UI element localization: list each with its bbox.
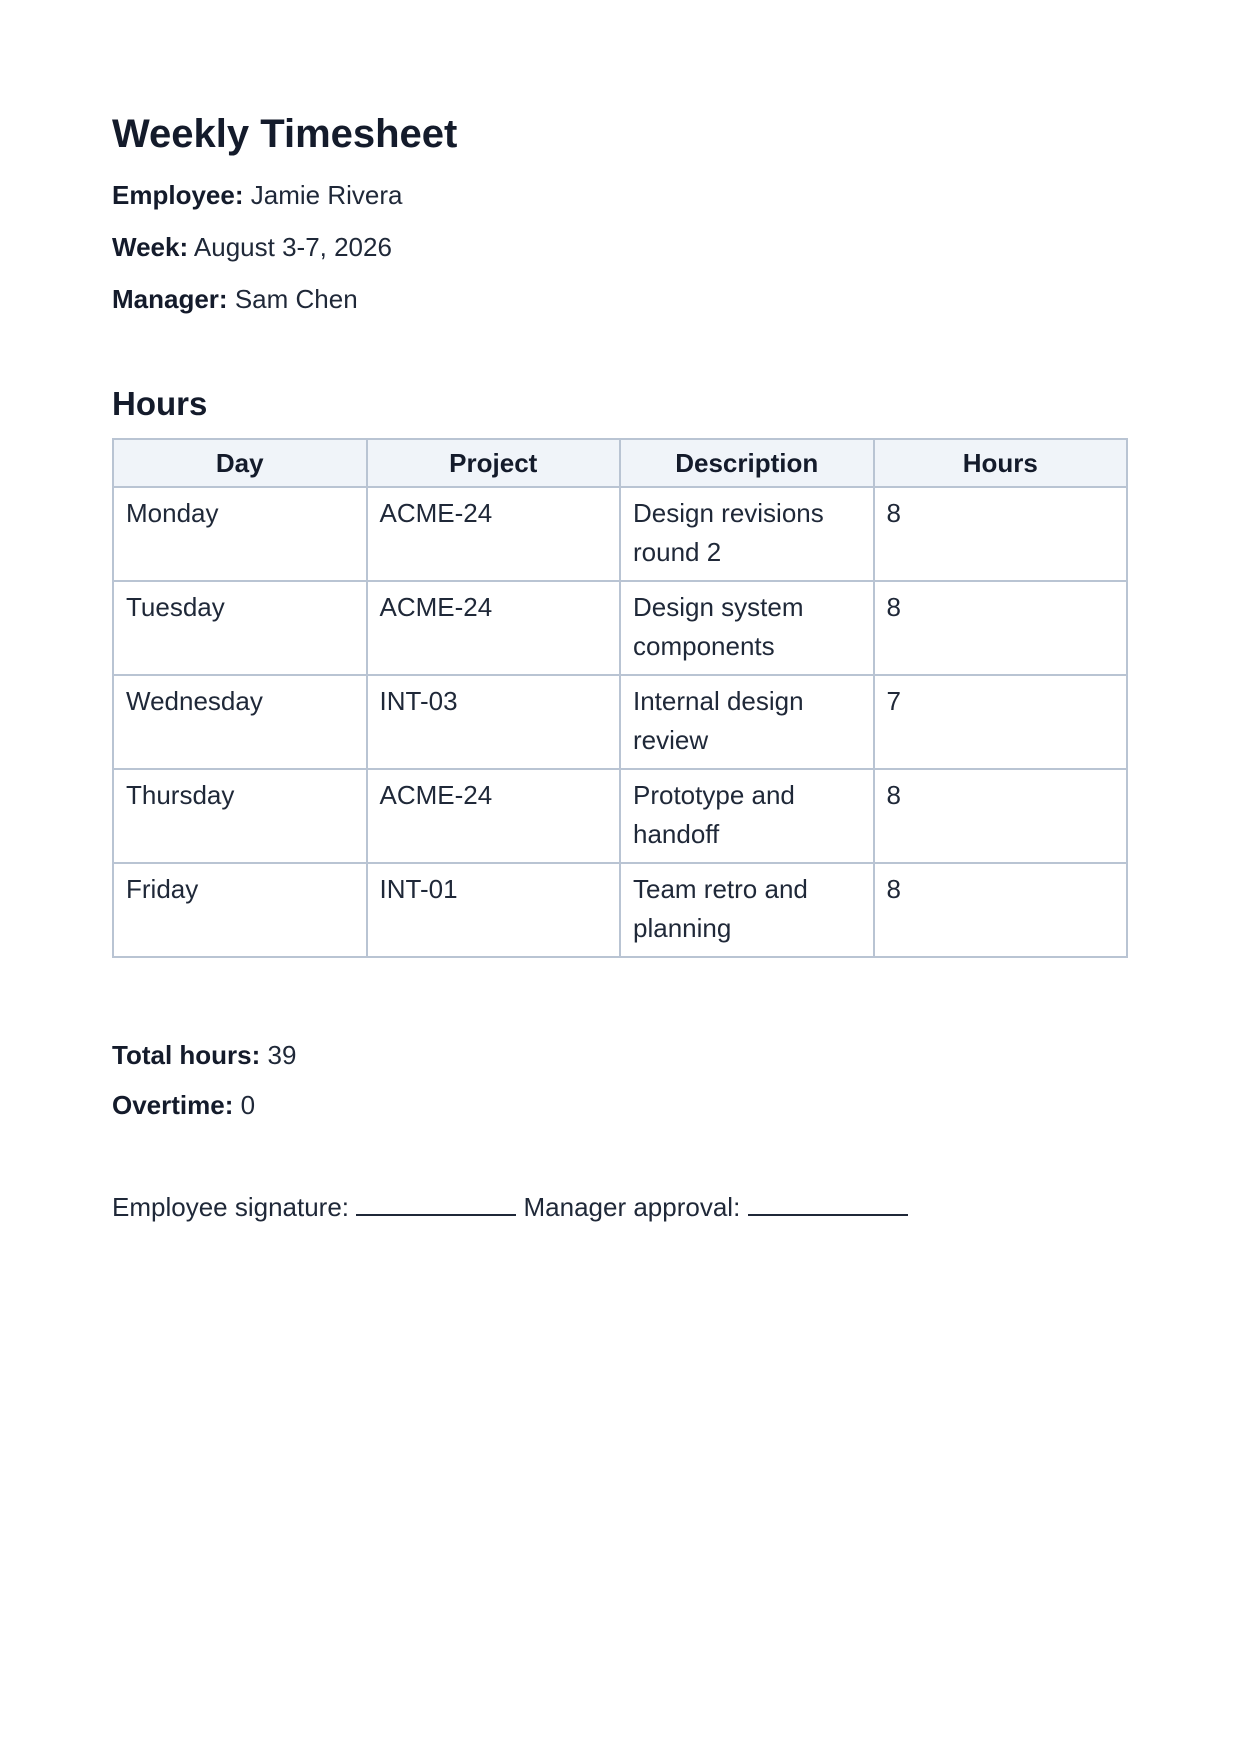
table-header-row bbox=[113, 439, 1127, 487]
cell-day: Tuesday bbox=[113, 581, 367, 675]
employee-value: Jamie Rivera bbox=[250, 180, 403, 210]
week-label: Week: bbox=[112, 232, 189, 262]
column-header-description: Description bbox=[620, 439, 874, 487]
manager-line bbox=[112, 284, 1130, 314]
week-line bbox=[112, 232, 1130, 262]
cell-project: ACME-24 bbox=[367, 581, 621, 675]
cell-hours: 8 bbox=[874, 487, 1128, 581]
cell-day: Thursday bbox=[113, 769, 367, 863]
manager-approval-label: Manager approval: bbox=[523, 1192, 741, 1222]
page-title: Weekly Timesheet bbox=[112, 112, 458, 156]
employee-signature-blank[interactable] bbox=[356, 1190, 516, 1216]
totals-section bbox=[112, 1040, 1130, 1120]
total-hours-value: 39 bbox=[267, 1040, 297, 1070]
employee-signature-label: Employee signature: bbox=[112, 1192, 350, 1222]
cell-description: Design system components bbox=[620, 581, 874, 675]
cell-description: Team retro and planning bbox=[620, 863, 874, 957]
cell-day: Monday bbox=[113, 487, 367, 581]
cell-day: Wednesday bbox=[113, 675, 367, 769]
manager-approval-blank[interactable] bbox=[748, 1190, 908, 1216]
cell-project: INT-03 bbox=[367, 675, 621, 769]
employee-line bbox=[112, 180, 1130, 210]
cell-hours: 8 bbox=[874, 863, 1128, 957]
total-hours-line bbox=[112, 1040, 1130, 1070]
manager-value: Sam Chen bbox=[234, 284, 358, 314]
signature-line bbox=[112, 1190, 1130, 1222]
total-hours-label: Total hours: bbox=[112, 1040, 261, 1070]
cell-hours: 8 bbox=[874, 769, 1128, 863]
hours-table bbox=[112, 438, 1128, 958]
employee-label: Employee: bbox=[112, 180, 244, 210]
overtime-line bbox=[112, 1090, 1130, 1120]
cell-hours: 8 bbox=[874, 581, 1128, 675]
column-header-hours: Hours bbox=[874, 439, 1128, 487]
overtime-value: 0 bbox=[240, 1090, 256, 1120]
manager-label: Manager: bbox=[112, 284, 228, 314]
cell-description: Internal design review bbox=[620, 675, 874, 769]
table-row bbox=[113, 769, 1127, 863]
cell-description: Design revisions round 2 bbox=[620, 487, 874, 581]
hours-heading: Hours bbox=[112, 385, 208, 422]
table-row bbox=[113, 863, 1127, 957]
cell-description: Prototype and handoff bbox=[620, 769, 874, 863]
column-header-day: Day bbox=[113, 439, 367, 487]
cell-project: ACME-24 bbox=[367, 769, 621, 863]
table-row bbox=[113, 675, 1127, 769]
cell-project: ACME-24 bbox=[367, 487, 621, 581]
overtime-label: Overtime: bbox=[112, 1090, 234, 1120]
table-row bbox=[113, 581, 1127, 675]
column-header-project: Project bbox=[367, 439, 621, 487]
table-row bbox=[113, 487, 1127, 581]
cell-hours: 7 bbox=[874, 675, 1128, 769]
cell-day: Friday bbox=[113, 863, 367, 957]
cell-project: INT-01 bbox=[367, 863, 621, 957]
week-value: August 3-7, 2026 bbox=[193, 232, 392, 262]
